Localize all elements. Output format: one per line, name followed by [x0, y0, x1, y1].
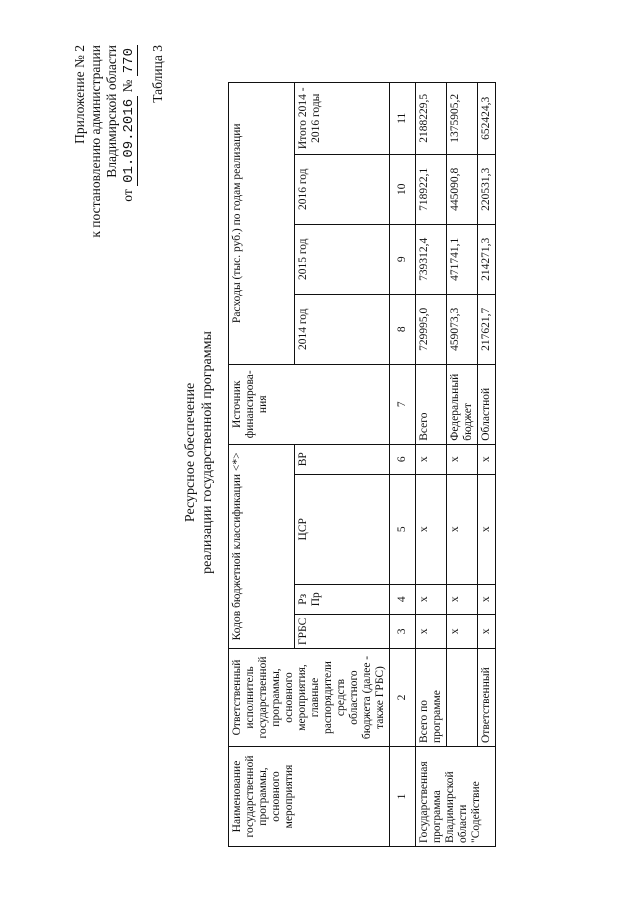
col-num: 8 [390, 294, 416, 364]
col-num: 10 [390, 154, 416, 224]
header-csr: ЦСР [295, 474, 390, 584]
resource-table [228, 82, 496, 847]
title-line-1: Ресурсное обеспечение [183, 382, 198, 523]
appendix-header [72, 45, 138, 238]
executor-cell: Всего по программе [416, 649, 447, 747]
grbs-cell: x [416, 614, 447, 648]
header-program-name: Наименование государственной программы, основного мероприятия [229, 747, 390, 847]
decree-date: 01.09.2016 [121, 96, 138, 186]
rzpr-cell: x [447, 584, 478, 614]
rzpr-cell: x [478, 584, 496, 614]
source-cell: Федеральный бюджет [447, 364, 478, 444]
column-number-row [390, 82, 416, 846]
csr-cell: x [447, 474, 478, 584]
header-rzpr: Рз Пр [295, 584, 390, 614]
rzpr-cell: x [416, 584, 447, 614]
csr-cell: x [478, 474, 496, 584]
vr-cell: x [416, 444, 447, 474]
value-2015: 214271,3 [478, 224, 496, 294]
grbs-cell: x [447, 614, 478, 648]
table-row [478, 82, 496, 846]
col-num: 9 [390, 224, 416, 294]
table-row [416, 82, 447, 846]
col-num: 1 [390, 747, 416, 847]
value-total: 652424,3 [478, 82, 496, 154]
program-name-cell: Государственная программа Владимирской области "Содействие [416, 747, 496, 847]
header-2014: 2014 год [295, 294, 390, 364]
value-2014: 217621,7 [478, 294, 496, 364]
header-row-1 [229, 82, 295, 846]
date-prefix: от [120, 189, 135, 202]
header-grbs: ГРБС [295, 614, 390, 648]
number-prefix: № [120, 79, 135, 93]
title-line-2: реализации государственной программы [200, 331, 215, 574]
executor-cell [447, 649, 478, 747]
col-num: 5 [390, 474, 416, 584]
value-total: 1375905,2 [447, 82, 478, 154]
header-vr: ВР [295, 444, 390, 474]
col-num: 7 [390, 364, 416, 444]
value-2016: 220531,3 [478, 154, 496, 224]
value-2015: 471741,1 [447, 224, 478, 294]
header-2015: 2015 год [295, 224, 390, 294]
table-label: Таблица 3 [150, 45, 165, 103]
header-funding-source: Источник финансирова-ния [229, 364, 390, 444]
value-2015: 739312,4 [416, 224, 447, 294]
appendix-decree-line: к постановлению администрации [88, 45, 103, 238]
executor-cell: Ответственный [478, 649, 496, 747]
appendix-title: Приложение № 2 [72, 45, 87, 144]
value-2016: 718922,1 [416, 154, 447, 224]
vr-cell: x [447, 444, 478, 474]
document-title [182, 0, 216, 905]
csr-cell: x [416, 474, 447, 584]
decree-number: 770 [121, 45, 138, 76]
value-2014: 459073,3 [447, 294, 478, 364]
header-2016: 2016 год [295, 154, 390, 224]
col-num: 4 [390, 584, 416, 614]
header-total: Итого 2014 - 2016 годы [295, 82, 390, 154]
header-expenses: Расходы (тыс. руб.) по годам реализации [229, 82, 295, 364]
col-num: 2 [390, 649, 416, 747]
header-executor: Ответственный исполнитель государственной программы, основного мероприятия, главные распорядители средств областного бюджета (далее - также ГРБС) [229, 649, 390, 747]
appendix-date-line [120, 45, 138, 238]
header-budget-codes: Кодов бюджетной классификации <*> [229, 444, 295, 648]
source-cell: Областной [478, 364, 496, 444]
value-total: 2188229,5 [416, 82, 447, 154]
col-num: 11 [390, 82, 416, 154]
col-num: 3 [390, 614, 416, 648]
grbs-cell: x [478, 614, 496, 648]
value-2014: 729995,0 [416, 294, 447, 364]
appendix-region-line: Владимирской области [104, 45, 119, 178]
source-cell: Всего [416, 364, 447, 444]
value-2016: 445090,8 [447, 154, 478, 224]
vr-cell: x [478, 444, 496, 474]
table-row [447, 82, 478, 846]
col-num: 6 [390, 444, 416, 474]
